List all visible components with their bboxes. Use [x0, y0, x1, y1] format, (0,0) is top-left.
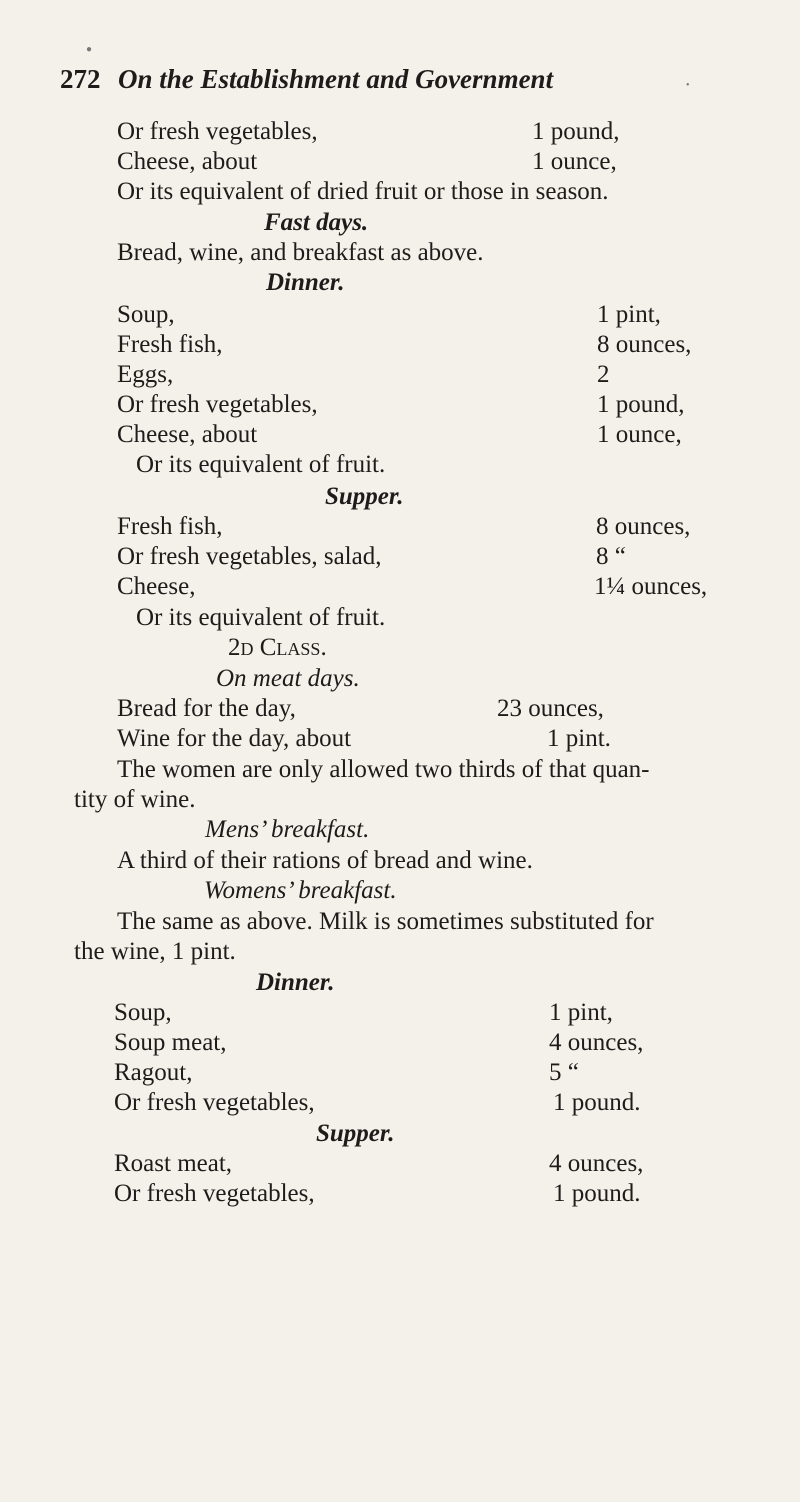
text-line: Bread, wine, and breakfast as above. — [117, 239, 484, 266]
line-item-label: Or fresh vegetables, — [114, 1089, 315, 1116]
line-item-quantity: 8 ounces, — [596, 513, 691, 540]
line-item-quantity: 4 ounces, — [549, 1029, 644, 1056]
line-item-label: Fresh fish, — [117, 513, 223, 540]
section-heading: Supper. — [325, 483, 404, 510]
line-item-quantity: 1 pound, — [597, 391, 685, 418]
line-item-quantity: 1 pound, — [532, 118, 620, 145]
line-item-label: Soup, — [117, 301, 175, 328]
running-title: On the Establishment and Government — [118, 64, 554, 94]
text-line: tity of wine. — [74, 786, 196, 813]
line-item-quantity: 1 ounce, — [597, 421, 682, 448]
line-item-label: Bread for the day, — [117, 695, 296, 722]
line-item-quantity: 1 pint. — [547, 725, 611, 752]
section-heading: Mens’ breakfast. — [205, 816, 370, 843]
line-item-label: Wine for the day, about — [117, 725, 352, 752]
line-item-quantity: 1 pint, — [597, 301, 661, 328]
line-item-label: Soup, — [114, 999, 172, 1026]
line-item-label: Cheese, about — [117, 421, 258, 448]
line-item-label: Roast meat, — [114, 1150, 233, 1177]
text-line: Or its equivalent of fruit. — [136, 451, 386, 478]
text-line: Or its equivalent of fruit. — [136, 604, 386, 631]
line-item-label: Cheese, — [117, 573, 196, 600]
line-item-label: Or fresh vegetables, — [114, 1180, 315, 1207]
section-heading: Dinner. — [266, 269, 345, 296]
section-heading: Dinner. — [256, 969, 335, 996]
page-number: 272 — [60, 64, 101, 94]
line-item-quantity: 5 “ — [549, 1059, 579, 1086]
line-item-label: Soup meat, — [114, 1029, 227, 1056]
section-heading: 2d Class. — [228, 634, 327, 661]
line-item-quantity: 1 pound. — [553, 1089, 641, 1116]
line-item-label: Fresh fish, — [117, 331, 223, 358]
print-speck: ● — [86, 44, 93, 55]
print-speck: • — [686, 80, 690, 91]
line-item-label: Eggs, — [117, 361, 174, 388]
section-heading: On meat days. — [216, 665, 360, 692]
line-item-label: Or fresh vegetables, — [117, 118, 318, 145]
line-item-quantity: 23 ounces, — [497, 695, 604, 722]
line-item-label: Ragout, — [114, 1059, 193, 1086]
text-line: Or its equivalent of dried fruit or those in season. — [117, 178, 609, 205]
section-heading: Womens’ breakfast. — [204, 877, 397, 904]
line-item-label: Or fresh vegetables, — [117, 391, 318, 418]
line-item-quantity: 4 ounces, — [549, 1150, 644, 1177]
line-item-quantity: 2 — [597, 361, 610, 388]
line-item-quantity: 1¼ ounces, — [594, 573, 708, 600]
section-heading: Supper. — [316, 1120, 395, 1147]
text-line: The same as above. Milk is sometimes substituted for — [117, 908, 654, 935]
text-line: The women are only allowed two thirds of that quan- — [117, 756, 650, 783]
line-item-quantity: 1 pint, — [549, 999, 613, 1026]
line-item-quantity: 8 ounces, — [597, 331, 692, 358]
section-heading: Fast days. — [264, 209, 369, 236]
line-item-label: Or fresh vegetables, salad, — [117, 543, 382, 570]
text-line: the wine, 1 pint. — [74, 938, 236, 965]
text-line: A third of their rations of bread and wine. — [117, 847, 533, 874]
line-item-label: Cheese, about — [117, 148, 258, 175]
line-item-quantity: 1 pound. — [553, 1180, 641, 1207]
line-item-quantity: 1 ounce, — [532, 148, 617, 175]
line-item-quantity: 8 “ — [596, 543, 626, 570]
